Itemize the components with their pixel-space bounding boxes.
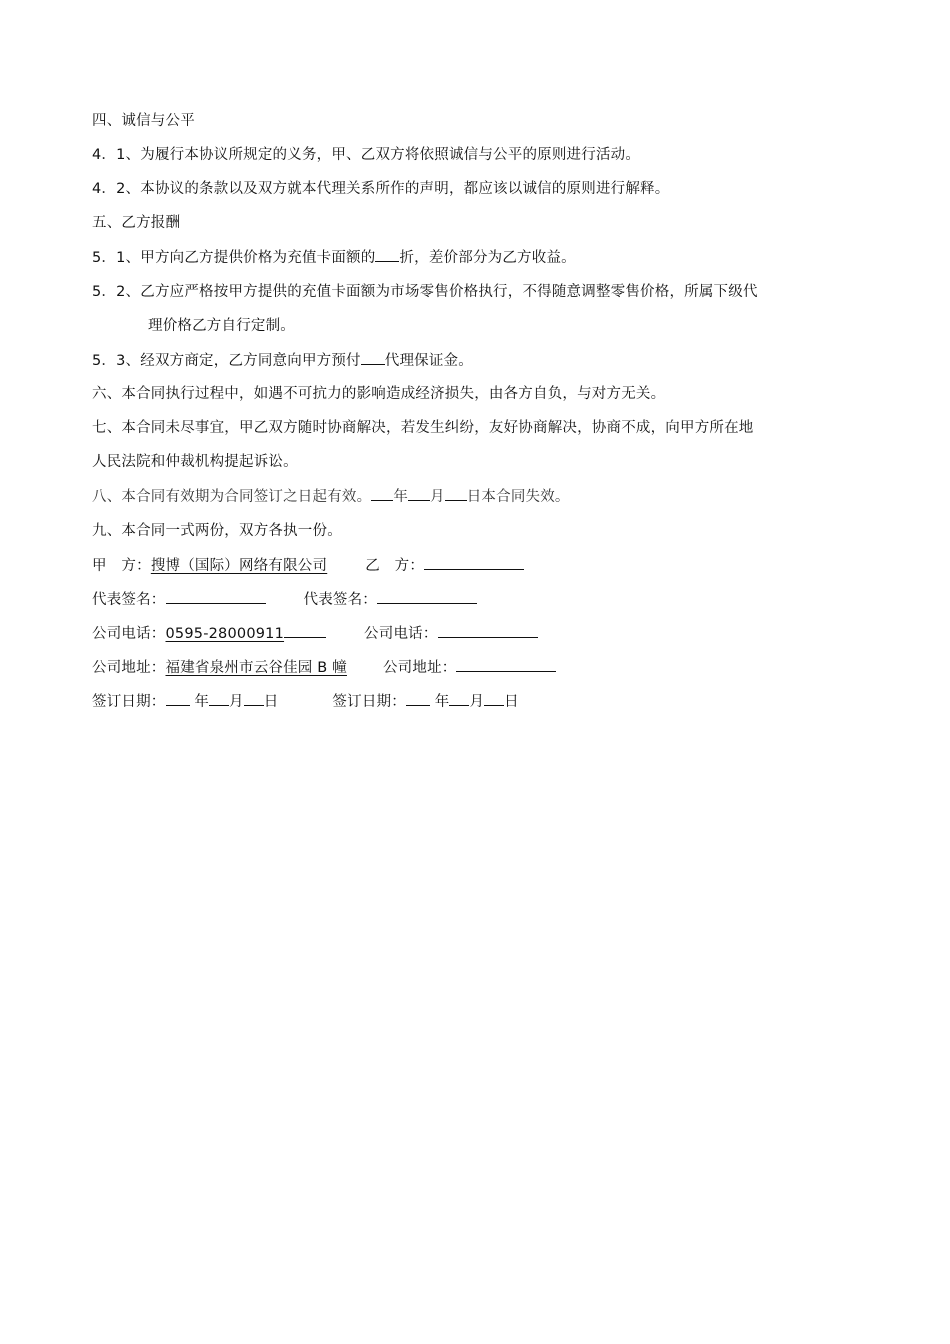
phone-a-trailing-blank	[284, 623, 326, 638]
expiry-month-label: 月	[430, 489, 445, 505]
date-a-month-blank	[209, 691, 229, 706]
party-a-name: 搜博（国际）网络有限公司	[150, 558, 328, 574]
date-a-year-label: 年	[194, 694, 210, 710]
clause-5-1	[92, 247, 576, 268]
party-b-label: 乙 方：	[365, 558, 425, 574]
date-b-month-label: 月	[469, 694, 485, 710]
section-9-text: 九、本合同一式两份，双方各执一份。	[92, 523, 342, 539]
party-row	[92, 555, 524, 576]
section-7	[92, 418, 754, 438]
date-b-label: 签订日期：	[332, 694, 406, 710]
phone-row	[92, 623, 538, 644]
phone-a-value: 0595-28000911	[165, 626, 285, 642]
section-6	[92, 384, 665, 404]
date-a-day-blank	[244, 691, 264, 706]
section-4-heading	[92, 111, 195, 131]
address-b-label: 公司地址：	[382, 660, 457, 676]
clause-5-1-text-end: 折，差价部分为乙方收益。	[399, 250, 576, 266]
address-a-value: 福建省泉州市云谷佳园 B 幢	[165, 660, 347, 676]
expiry-year-label: 年	[393, 489, 409, 505]
date-a-day-label: 日	[263, 694, 279, 710]
expiry-day-blank	[445, 486, 467, 501]
rep-b-label: 代表签名：	[303, 592, 377, 608]
clause-4-1	[92, 145, 640, 165]
section-6-text: 六、本合同执行过程中，如遇不可抗力的影响造成经济损失，由各方自负，与对方无关。	[92, 386, 666, 402]
date-b-year-label: 年	[434, 694, 450, 710]
section-4-title-text: 四、诚信与公平	[92, 113, 195, 129]
clause-4-2	[92, 179, 669, 199]
clause-5-3	[92, 350, 473, 371]
clause-4-1-text: 4．1、为履行本协议所规定的义务，甲、乙双方将依照诚信与公平的原则进行活动。	[92, 147, 641, 163]
date-b-day-blank	[484, 691, 504, 706]
section-5-title-text: 五、乙方报酬	[92, 215, 181, 231]
date-a-year-blank	[166, 691, 190, 706]
clause-5-1-text-start: 5．1、甲方向乙方提供价格为充值卡面额的	[92, 250, 376, 266]
party-a-label: 甲 方：	[92, 558, 151, 574]
date-a-month-label: 月	[229, 694, 244, 710]
rep-b-blank	[377, 589, 477, 604]
deposit-blank	[361, 350, 385, 365]
date-b-month-blank	[449, 691, 469, 706]
party-b-blank	[424, 555, 524, 570]
representative-row	[92, 589, 477, 610]
clause-5-3-text-start: 5．3、经双方商定，乙方同意向甲方预付	[92, 353, 361, 369]
address-row	[92, 657, 556, 678]
clause-5-2-text-continued: 理价格乙方自行定制。	[148, 318, 295, 334]
clause-5-2	[92, 282, 758, 302]
clause-5-2-continued	[148, 316, 295, 336]
section-5-heading	[92, 213, 180, 233]
clause-5-3-text-end: 代理保证金。	[384, 353, 473, 369]
section-8-text-start: 八、本合同有效期为合同签订之日起有效。	[92, 489, 372, 505]
rep-a-label: 代表签名：	[92, 592, 166, 608]
phone-a-label: 公司电话：	[92, 626, 166, 642]
phone-b-label: 公司电话：	[364, 626, 438, 642]
clause-4-2-text: 4．2、本协议的条款以及双方就本代理关系所作的声明，都应该以诚信的原则进行解释。	[92, 181, 670, 197]
section-7-continued	[92, 452, 298, 472]
expiry-month-blank	[408, 486, 430, 501]
section-8	[92, 486, 570, 507]
rep-a-blank	[166, 589, 266, 604]
expiry-year-blank	[371, 486, 393, 501]
section-7-text: 七、本合同未尽事宜，甲乙双方随时协商解决，若发生纠纷，友好协商解决，协商不成，向甲方所在地	[92, 420, 754, 436]
clause-5-2-text: 5．2、乙方应严格按甲方提供的充值卡面额为市场零售价格执行，不得随意调整零售价格，所属下级代	[92, 284, 758, 300]
date-b-day-label: 日	[504, 694, 519, 710]
section-9	[92, 521, 342, 541]
section-8-text-end: 日本合同失效。	[466, 489, 570, 505]
date-row	[92, 691, 519, 712]
phone-b-blank	[438, 623, 538, 638]
address-b-blank	[456, 657, 556, 672]
date-a-label: 签订日期：	[92, 694, 166, 710]
address-a-label: 公司地址：	[92, 660, 166, 676]
section-7-text-continued: 人民法院和仲裁机构提起诉讼。	[92, 454, 298, 470]
discount-blank	[375, 247, 399, 262]
date-b-year-blank	[406, 691, 430, 706]
